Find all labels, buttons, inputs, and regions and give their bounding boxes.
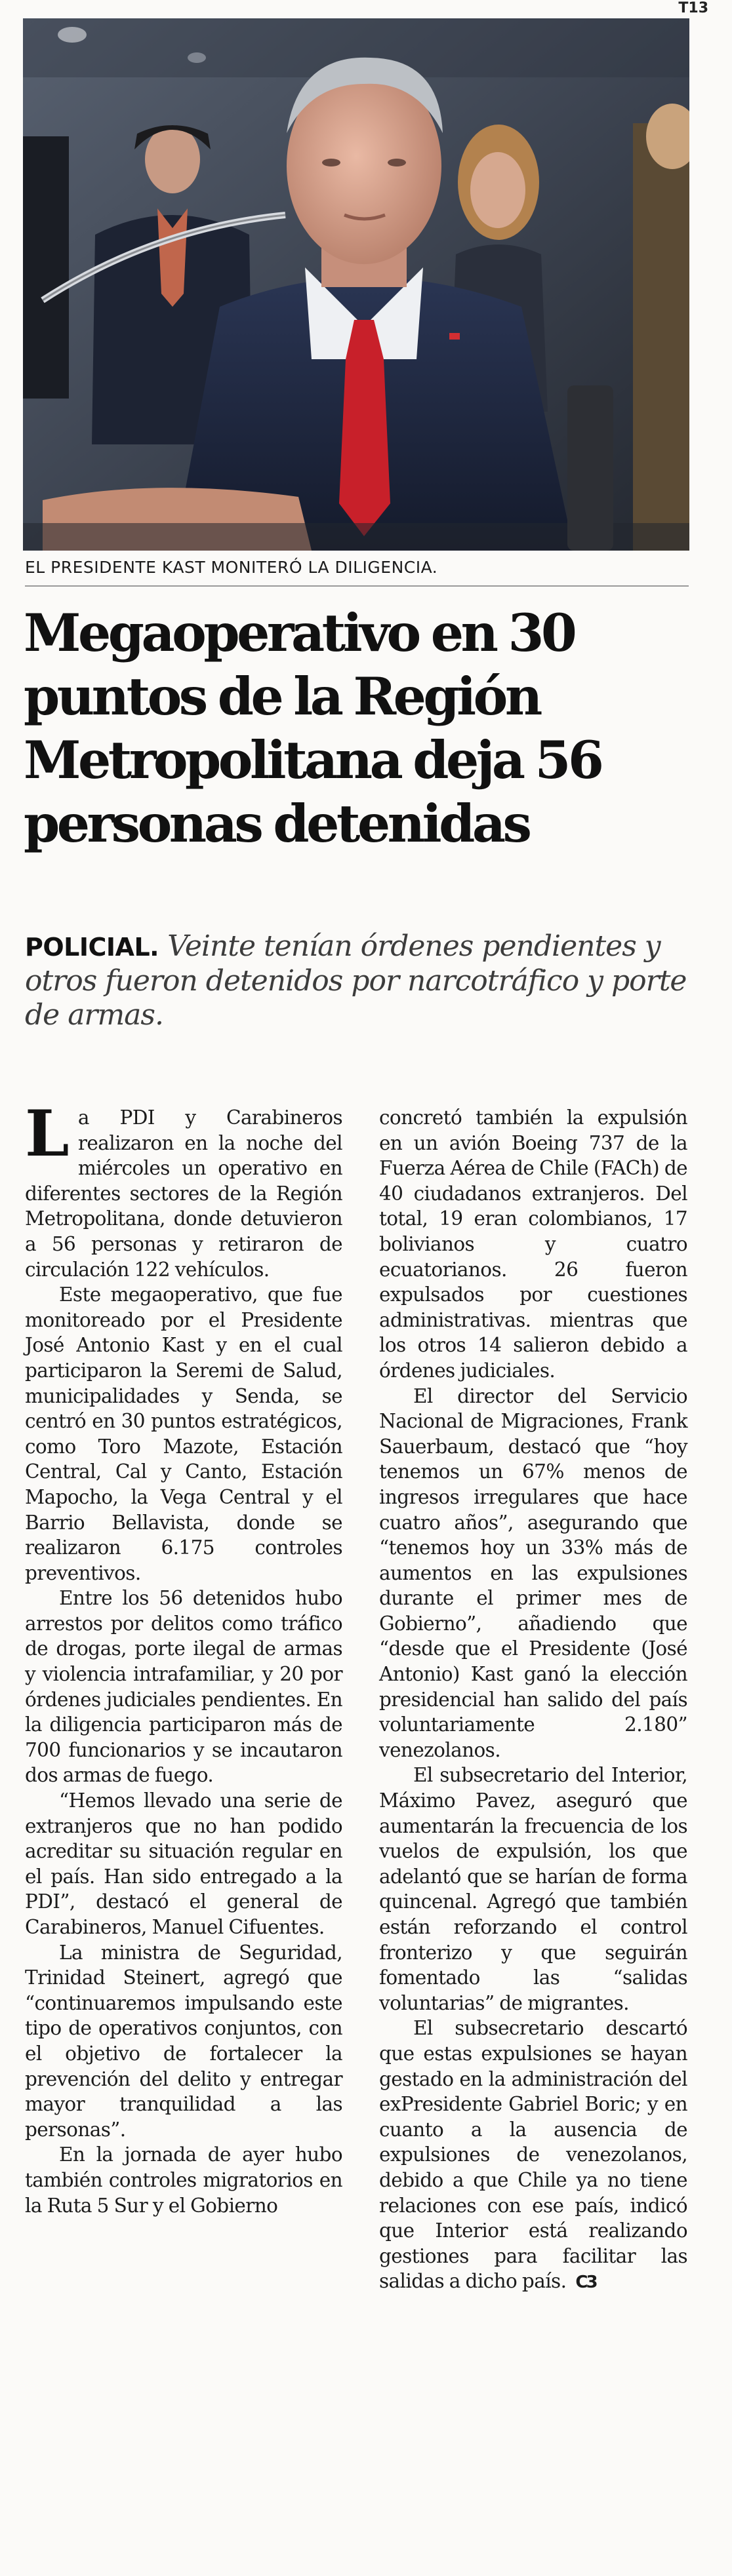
article-paragraph: El subsecretario del Interior, Máximo Pavez, aseguró que aumentarán la frecuencia de los vuelos de expulsión, los que adelantó que se harían de forma quincenal. Agregó que también están reforzando el control fronterizo y que seguirán fomentado las “salidas voluntarias” de migrantes. <box>379 1764 687 2014</box>
drop-cap: L <box>25 1097 69 1171</box>
article-paragraph: La ministra de Seguridad, Trinidad Steinert, agregó que “continuaremos impulsando este tipo de operativos conjuntos, con el objetivo de fortalecer la prevención del delito y entregar mayor tranquilidad a las personas”. <box>25 1941 342 2141</box>
article-paragraph <box>25 1097 342 1282</box>
lede-text: Veinte tenían órdenes pendientes y otros fueron detenidos por narcotráfico y porte de armas. <box>25 929 687 1032</box>
article-paragraph: Este megaoperativo, que fue monitoreado por el Presidente José Antonio Kast y en el cual participaron la Seremi de Salud, municipalidades y Senda, se centró en 30 puntos estratégicos, como Toro Mazote, Estación Central, Cal y Canto, Estación Mapocho, la Vega Central y el Barrio Bellavista, donde se realizaron 6.175 controles preventivos. <box>25 1283 342 1584</box>
section-tag: POLICIAL. <box>25 933 159 962</box>
article-paragraph: El director del Servicio Nacional de Migraciones, Frank Sauerbaum, destacó que “hoy tenemos un 67% menos de ingresos irregulares que hace cuatro años”, asegurando que “tenemos hoy un 33% más de aumentos en las expulsiones durante el primer mes de Gobierno”, añadiendo que “desde que el Presidente (José Antonio) Kast ganó la elección presidencial han salido del país voluntariamente 2.180” venezolanos. <box>379 1384 687 1761</box>
article-column-right <box>379 1105 687 2295</box>
lede <box>25 929 689 1032</box>
article-column-left <box>25 1097 342 2218</box>
headline: Megaoperativo en 30 puntos de la Región Metropolitana deja 56 personas detenidas <box>24 602 601 854</box>
paragraph-text: El subsecretario descartó que estas expulsiones se hayan gestado en la administración del exPresidente Gabriel Boric; y en cuanto a la ausencia de expulsiones de venezolanos, debido a que Chile ya no tiene relaciones con ese país, indicó que Interior está realizando gestiones para facilitar las salidas a dicho país. <box>379 2017 687 2293</box>
article-paragraph <box>379 2016 687 2295</box>
photo-caption: EL PRESIDENTE KAST MONITERÓ LA DILIGENCIA. <box>25 558 438 577</box>
end-mark-icon: C3 <box>575 2273 596 2293</box>
article-paragraph: Entre los 56 detenidos hubo arrestos por delitos como tráfico de drogas, porte ilegal de armas y violencia intrafamiliar, y 20 por órdenes judiciales pendientes. En la diligencia participaron más de 700 funcionarios y se incautaron dos armas de fuego. <box>25 1587 342 1787</box>
paragraph-text: a PDI y Carabineros realizaron en la noche del miércoles un operativo en diferentes sectores de la Región Metropolitana, donde detuvieron a 56 personas y retiraron de circulación 122 vehículos. <box>25 1106 342 1281</box>
caption-divider <box>25 585 689 587</box>
article-paragraph: En la jornada de ayer hubo también controles migratorios en la Ruta 5 Sur y el Gobierno <box>25 2143 342 2217</box>
article-paragraph: concretó también la expulsión en un avión Boeing 737 de la Fuerza Aérea de Chile (FACh) de 40 ciudadanos extranjeros. Del total, 19 eran colombianos, 17 bolivianos y cuatro ecuatorianos. 26 fueron expulsados por cuestiones administrativas. mientras que los otros 14 salieron debido a órdenes judiciales. <box>379 1106 687 1382</box>
news-photo <box>23 18 689 551</box>
page-number: T13 <box>678 0 708 16</box>
article-paragraph: “Hemos llevado una serie de extranjeros que no han podido acreditar su situación regular en el país. Han sido entregado a la PDI”, destacó el general de Carabineros, Manuel Cifuentes. <box>25 1789 342 1938</box>
